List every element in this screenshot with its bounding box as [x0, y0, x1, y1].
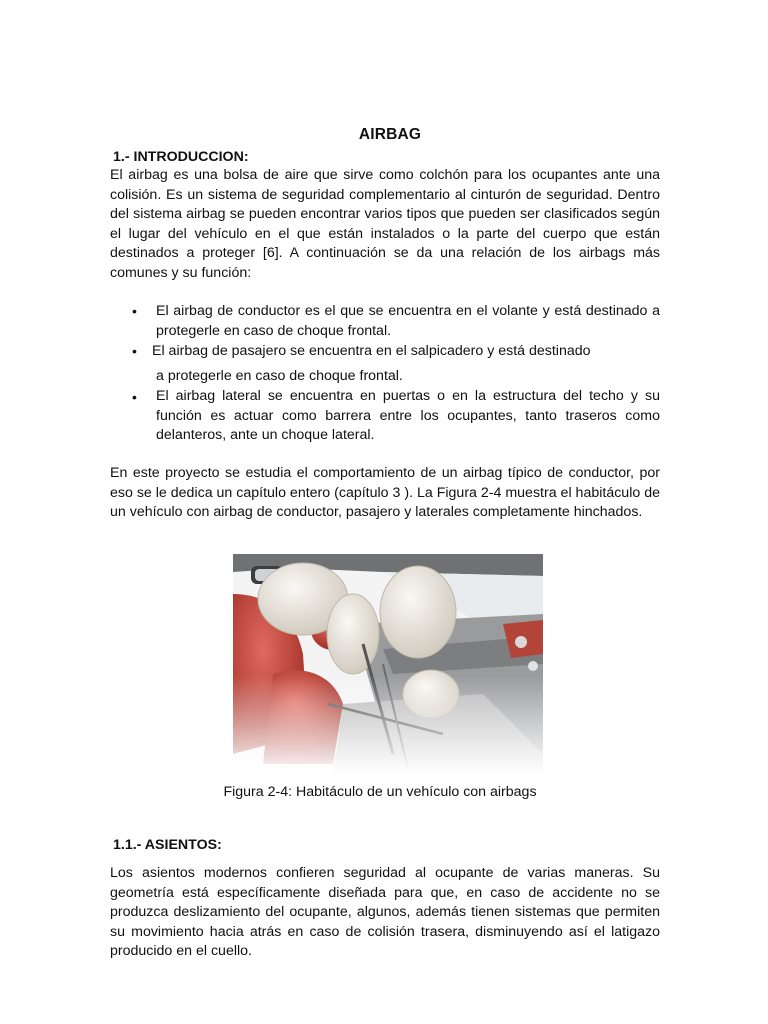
bullet-icon: • — [132, 303, 137, 319]
closing-paragraph: En este proyecto se estudia el comportamiento de un airbag típico de conductor, por eso se le dedica un capítulo entero (capítulo 3 ). La Figura 2-4 muestra el habitáculo de un vehículo con airbag de conductor, pasajero y laterales completamente hinchados. — [110, 465, 660, 520]
bullet-driver-airbag: El airbag de conductor es el que se encuentra en el volante y está destinado a protegerle en caso de choque frontal. — [156, 303, 660, 339]
section-heading-introduccion: 1.- INTRODUCCION: — [113, 149, 249, 165]
asientos-paragraph: Los asientos modernos confieren seguridad al ocupante de varias maneras. Su geometría está específicamente diseñada para que, en caso de accidente no se produzca deslizamiento del ocupante, algunos, además tienen sistemas que permiten su movimiento hacia atrás en caso de colisión trasera, disminuyendo así el latigazo producido en el cuello. — [110, 865, 660, 959]
bullet-icon: • — [132, 343, 137, 359]
car-interior-airbags-figure — [233, 554, 543, 774]
section-heading-asientos: 1.1.- ASIENTOS: — [113, 837, 222, 853]
bullet-passenger-airbag: El airbag de pasajero se encuentra en el salpicadero y está destinado — [152, 343, 591, 359]
intro-paragraph: El airbag es una bolsa de aire que sirve como colchón para los ocupantes ante una colisión. Es un sistema de seguridad complementario al cinturón de seguridad. Dentro del sistema airbag se pueden encontrar varios tipos que pueden ser clasificados según el lugar del vehículo en el que están instalados o la parte del cuerpo que están destinados a proteger [6]. A continuación se da una relación de los airbags más comunes y su función: — [110, 167, 660, 281]
document-title: AIRBAG — [358, 126, 422, 143]
figure-caption: Figura 2-4: Habitáculo de un vehículo con airbags — [223, 784, 537, 800]
bullet-passenger-airbag-continued: a protegerle en caso de choque frontal. — [156, 368, 403, 384]
bullet-icon: • — [132, 389, 137, 405]
bullet-side-airbag: El airbag lateral se encuentra en puertas o en la estructura del techo y su función es actuar como barrera entre los ocupantes, tanto traseros como delanteros, ante un choque lateral. — [156, 388, 660, 443]
